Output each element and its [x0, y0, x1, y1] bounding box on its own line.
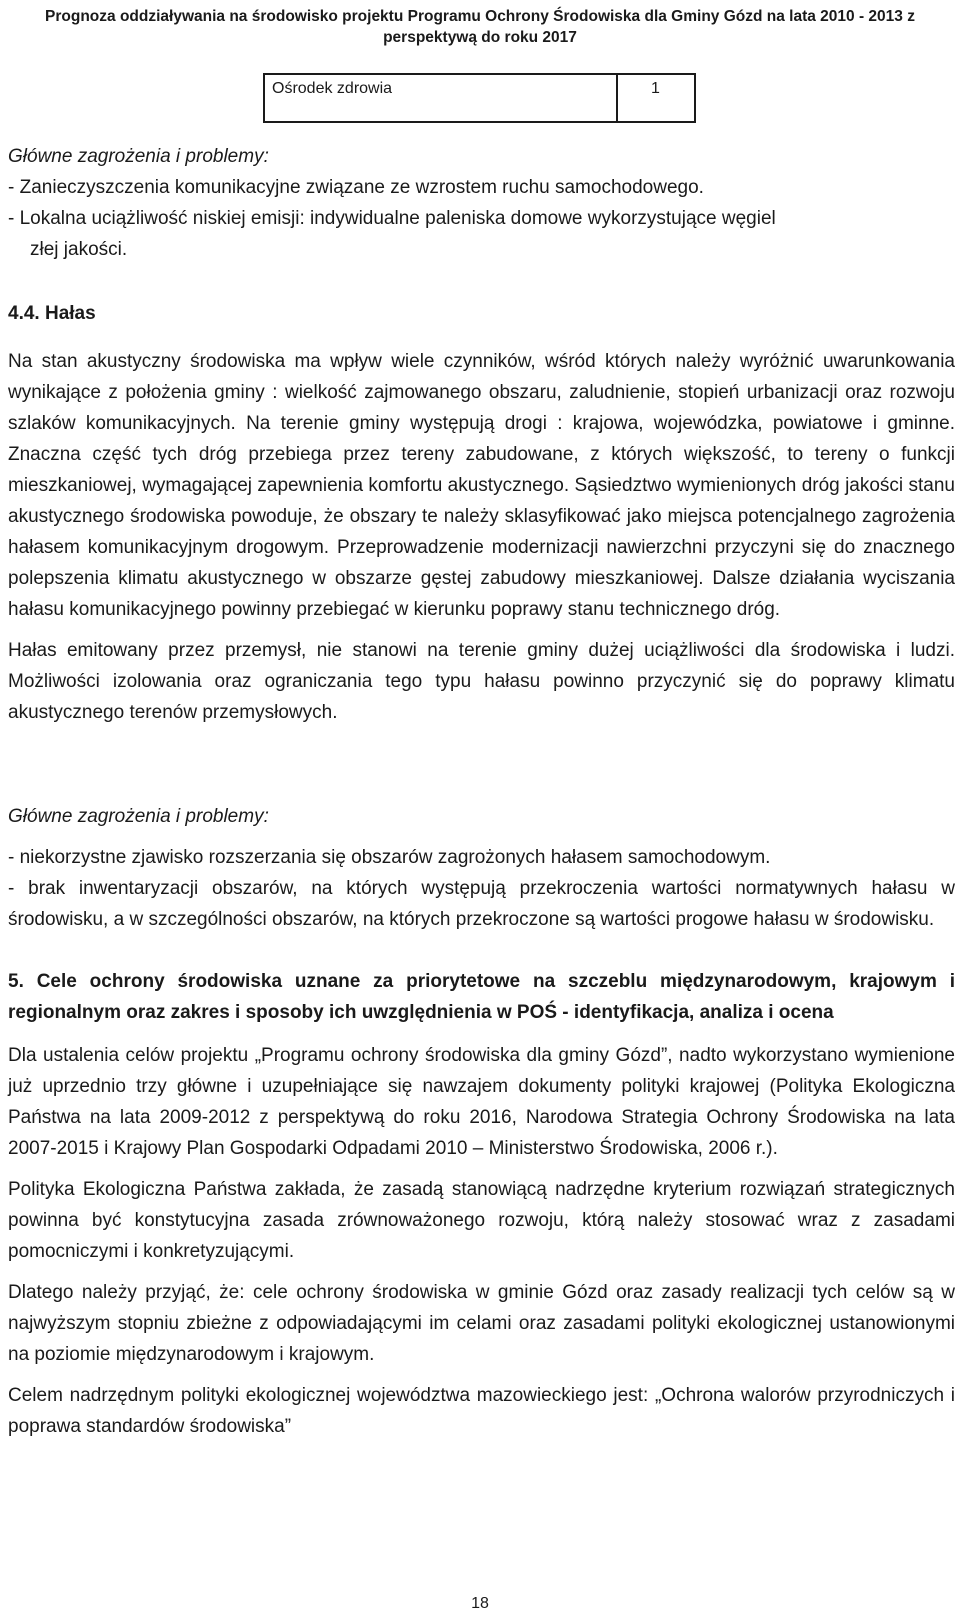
noise-paragraph-1: Na stan akustyczny środowiska ma wpływ wiele czynników, wśród których należy wyróżnić uwarunkowania wynikające z położenia gminy : wielkość zajmowanego obszaru, zaludnienie, stopień urbanizacji oraz rozwoju szlaków komunikacyjnych. Na terenie gminy występują drogi : krajowa, wojewódzka, powiatowe i gminne. Znaczna część tych dróg przebiega przez tereny zabudowane, z których większość, to tereny o funkcji mieszkaniowej, wymagającej zapewnienia komfortu akustycznego. Sąsiedztwo wymienionych dróg jakości stanu akustycznego środowiska powoduje, że obszary te należy sklasyfikować jako miejsca potencjalnego zagrożenia hałasem komunikacyjnym drogowym. Przeprowadzenie modernizacji nawierzchni przyczyni się do znacznego polepszenia klimatu akustycznego w obszarze gęstej zabudowy mieszkaniowej. Dalsze działania wyciszania hałasu komunikacyjnego powinny przebiegać w kierunku poprawy stanu technicznego dróg.	[8, 351, 955, 620]
goals-paragraph-1: Dla ustalenia celów projektu „Programu ochrony środowiska dla gminy Gózd”, nadto wykorzystano wymienione już uprzednio trzy główne i uzupełniające się nawzajem dokumenty polityki krajowej (Polityka Ekologiczna Państwa na lata 2009-2012 z perspektywą do roku 2016, Narodowa Strategia Ochrony Środowiska na lata 2007-2015 i Krajowy Plan Gospodarki Odpadami 2010 – Ministerstwo Środowiska, 2006 r.).	[8, 1045, 955, 1159]
facility-count-cell: 1	[651, 80, 660, 97]
running-header-line-1: Prognoza oddziaływania na środowisko projektu Programu Ochrony Środowiska dla Gminy Gózd na lata 2010 - 2013 z	[45, 8, 915, 25]
section-priority-goals	[8, 966, 955, 1442]
section-heading-noise: 4.4. Hałas	[8, 303, 96, 324]
noise-paragraph-2: Hałas emitowany przez przemysł, nie stanowi na terenie gminy dużej uciążliwości dla środowiska i ludzi. Możliwości izolowania oraz ograniczania tego typu hałasu powinno przyczynić się do poprawy klimatu akustycznego terenów przemysłowych.	[8, 640, 955, 723]
running-header	[0, 6, 960, 48]
goals-paragraph-4: Celem nadrzędnym polityki ekologicznej województwa mazowieckiego jest: „Ochrona walorów przyrodniczych i poprawa standardów środowiska”	[8, 1385, 955, 1437]
section-noise	[8, 298, 955, 728]
running-header-line-2: perspektywą do roku 2017	[383, 29, 577, 46]
threat-item: - niekorzystne zjawisko rozszerzania się obszarów zagrożonych hałasem samochodowym.	[8, 847, 771, 868]
facility-table	[263, 73, 696, 123]
goals-paragraph-2: Polityka Ekologiczna Państwa zakłada, że zasadą stanowiącą nadrzędne kryterium rozwiązań strategicznych powinna być konstytucyjna zasada zrównoważonego rozwoju, którą należy stosować wraz z zasadami pomocniczymi i konkretyzującymi.	[8, 1179, 955, 1262]
threat-item: - Lokalna uciążliwość niskiej emisji: indywidualne paleniska domowe wykorzystujące węgiel	[8, 208, 776, 229]
facility-name-cell: Ośrodek zdrowia	[265, 75, 618, 121]
threats-block-1	[8, 141, 955, 265]
threat-item: - Zanieczyszczenia komunikacyjne związane ze wzrostem ruchu samochodowego.	[8, 177, 704, 198]
threats-block-2	[8, 801, 955, 935]
goals-paragraph-3: Dlatego należy przyjąć, że: cele ochrony środowiska w gminie Gózd oraz zasady realizacji tych celów są w najwyższym stopniu zbieżne z odpowiadającymi im celami oraz zasadami polityki ekologicznej ustanowionymi na poziomie międzynarodowym i krajowym.	[8, 1282, 955, 1365]
threats-heading-2: Główne zagrożenia i problemy:	[8, 806, 269, 827]
page-number: 18	[471, 1595, 489, 1612]
threat-item-continuation: złej jakości.	[30, 239, 128, 260]
threats-heading-1: Główne zagrożenia i problemy:	[8, 146, 269, 167]
section-heading-priority-goals: 5. Cele ochrony środowiska uznane za priorytetowe na szczeblu międzynarodowym, krajowym i regionalnym oraz zakres i sposoby ich uwzględnienia w POŚ - identyfikacja, analiza i ocena	[8, 971, 955, 1023]
threat-item: - brak inwentaryzacji obszarów, na których występują przekroczenia wartości normatywnych hałasu w środowisku, a w szczególności obszarów, na których przekroczone są wartości progowe hałasu w środowisku.	[8, 878, 955, 930]
